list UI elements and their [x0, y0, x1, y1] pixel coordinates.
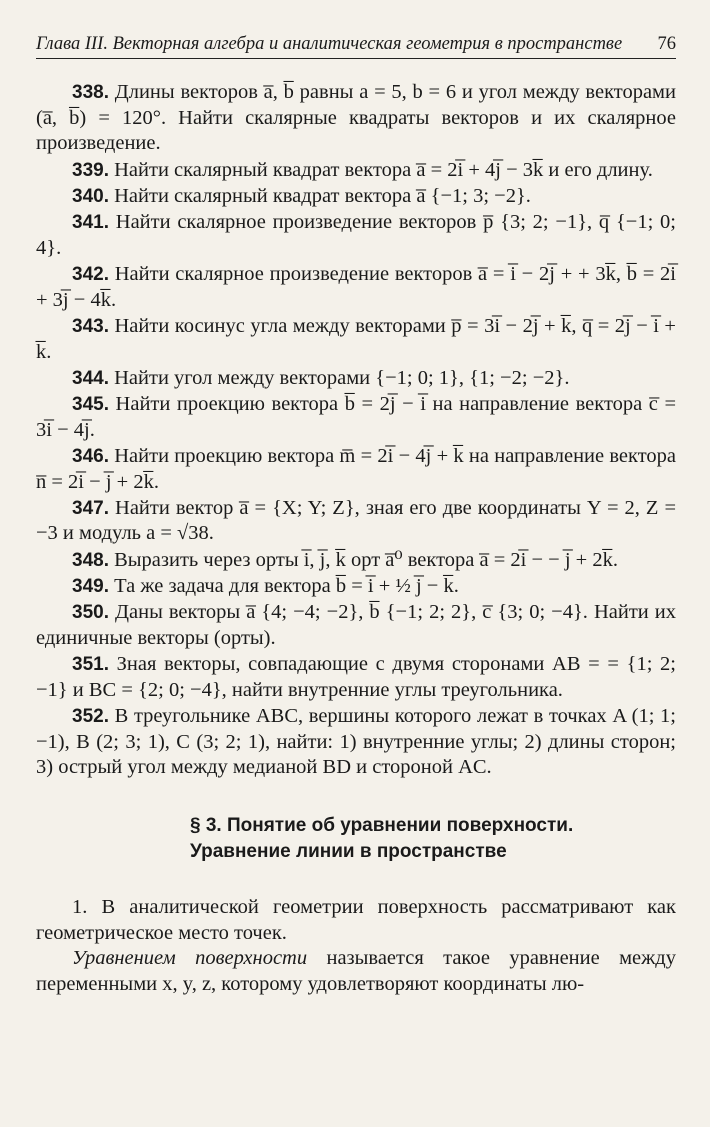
- problem-351: 351. Зная векторы, совпадающие с двумя сторонами AB = = {1; 2; −1} и BC = {2; 0; −4}, найти внутренние углы треугольника.: [36, 652, 677, 701]
- problem-348: 348. Выразить через орты i̅, j̅, k̅ орт a̅⁰ вектора a̅ = 2i̅ − − j̅ + 2k̅.: [72, 548, 618, 571]
- paragraph-2: [36, 946, 676, 997]
- problem-343: 343. Найти косинус угла между векторами p̅ = 3i̅ − 2j̅ + k̅, q̅ = 2j̅ − i̅ + k̅.: [36, 314, 676, 363]
- section-heading-line-2: Уравнение линии в пространстве: [190, 840, 507, 862]
- problem-345: 345. Найти проекцию вектора b̅ = 2j̅ − i̅ на направление вектора c̅ = 3i̅ − 4j̅.: [36, 392, 677, 441]
- problem-350: 350. Даны векторы a̅ {4; −4; −2}, b̅ {−1; 2; 2}, c̅ {3; 0; −4}. Найти их единичные векторы (орты).: [36, 601, 676, 649]
- problem-349: 349. Та же задача для вектора b̅ = i̅ + ½ j̅ − k̅.: [72, 574, 459, 597]
- problem-342: 342. Найти скалярное произведение векторов a̅ = i̅ − 2j̅ + + 3k̅, b̅ = 2i̅ + 3j̅ − 4k̅.: [36, 262, 677, 311]
- page-body: [36, 80, 676, 998]
- paragraph-1: 1. В аналитической геометрии поверхность рассматривают как геометрическое место точек.: [36, 895, 676, 944]
- problem-338: 338. Длины векторов a̅, b̅ равны a = 5, b = 6 и угол между векторами (a̅, b̅) = 120°. Найти скалярные квадраты векторов и их скалярное произведение.: [36, 81, 676, 155]
- section-heading-line-1: § 3. Понятие об уравнении поверхности.: [190, 814, 574, 836]
- chapter-title: Глава III. Векторная алгебра и аналитическая геометрия в пространстве: [36, 34, 623, 54]
- page-number: 76: [657, 34, 676, 54]
- problem-341: 341. Найти скалярное произведение векторов p̅ {3; 2; −1}, q̅ {−1; 0; 4}.: [36, 211, 677, 259]
- problem-344: 344. Найти угол между векторами {−1; 0; 1}, {1; −2; −2}.: [72, 366, 570, 389]
- problem-339: 339. Найти скалярный квадрат вектора a̅ = 2i̅ + 4j̅ − 3k̅ и его длину.: [72, 158, 653, 181]
- problem-347: 347. Найти вектор a̅ = {X; Y; Z}, зная его две координаты Y = 2, Z = −3 и модуль a = √38.: [36, 496, 677, 545]
- paragraph-2-text: называется такое уравнение между переменными x, y, z, которому удовлетворяют координаты лю-: [36, 947, 676, 996]
- problem-346: 346. Найти проекцию вектора m̅ = 2i̅ − 4j̅ + k̅ на направление вектора n̅ = 2i̅ − j̅ + 2k̅.: [36, 444, 676, 493]
- problem-list: [36, 80, 676, 781]
- defined-term: Уравнением поверхности: [72, 947, 308, 970]
- running-head: [36, 30, 676, 59]
- section-heading: [36, 813, 676, 865]
- problem-352: 352. В треугольнике ABC, вершины которого лежат в точках A (1; 1; −1), B (2; 3; 1), C (3; 2; 1), найти: 1) внутренние углы; 2) длины сторон; 3) острый угол между медианой BD и стороной AC.: [36, 704, 676, 779]
- problem-340: 340. Найти скалярный квадрат вектора a̅ {−1; 3; −2}.: [72, 184, 531, 207]
